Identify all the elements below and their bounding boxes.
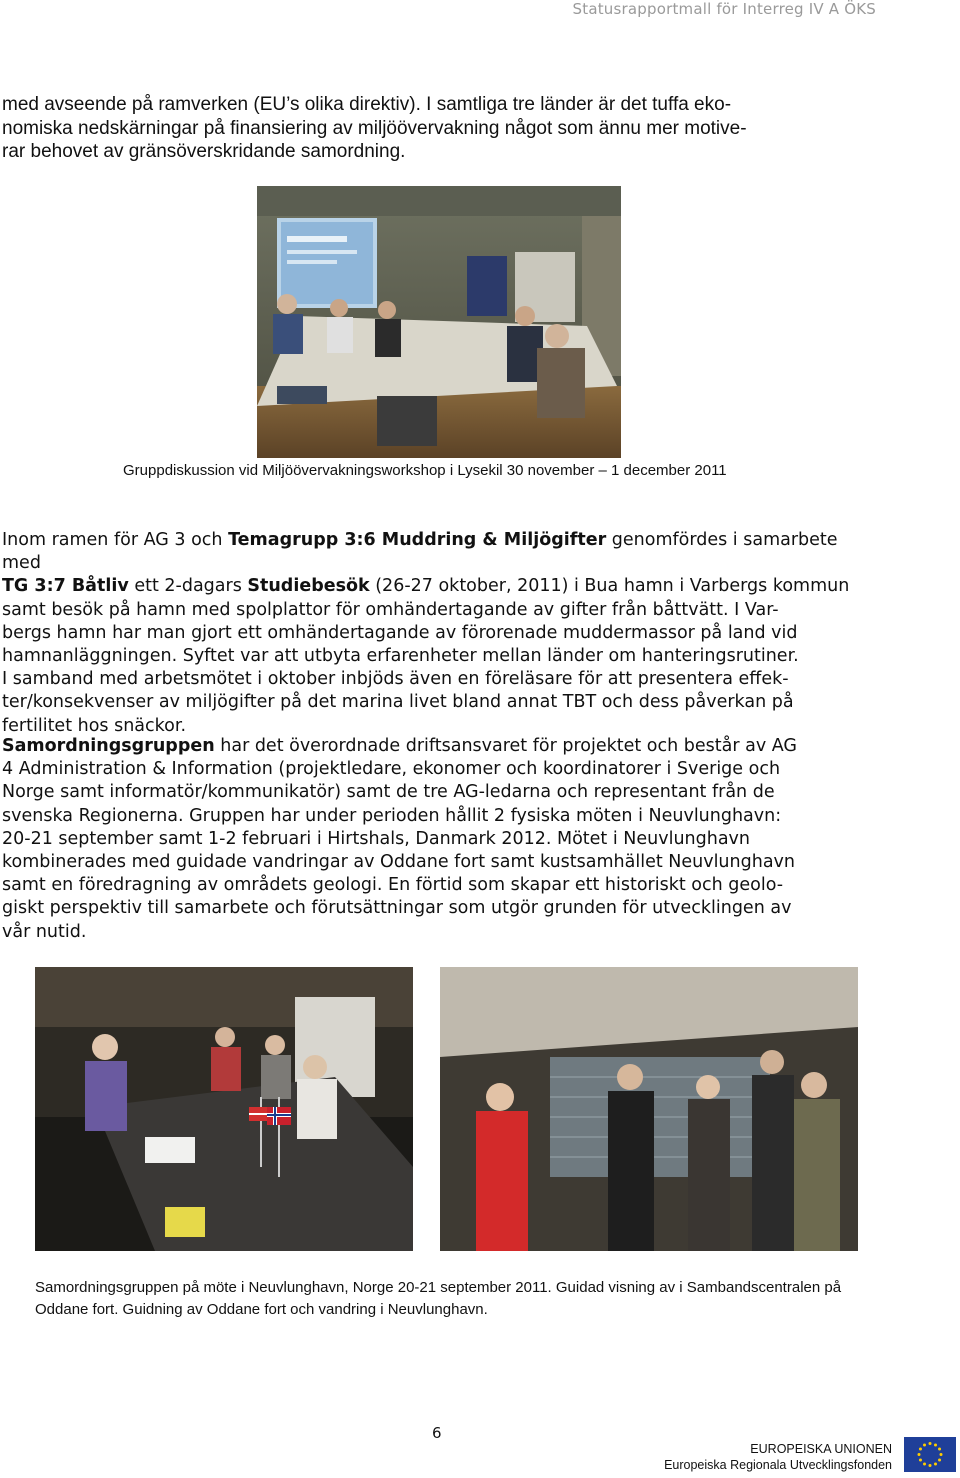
paragraph-line: Norge samt informatör/kommunikatör) samt de tre AG-ledarna och representant från de xyxy=(2,782,775,803)
paragraph-line: ter/konsekvenser av miljögifter på det marina livet bland annat TBT och dess påverkan på xyxy=(2,692,794,713)
paragraph-line: samt en föredragning av områdets geologi. En förtid som skapar ett historiskt och geolo- xyxy=(2,875,784,896)
eu-star-icon xyxy=(919,1448,922,1451)
paragraph-line: kombinerades med guidade vandringar av Oddane fort samt kustsamhället Neuvlunghavn xyxy=(2,852,795,873)
meeting-photos-caption xyxy=(35,1277,935,1321)
eu-union-label: EUROPEISKA UNIONEN xyxy=(750,1442,892,1456)
meeting-photo xyxy=(35,967,413,1251)
bold-term: Studiebesök xyxy=(247,576,370,597)
intro-line: rar behovet av gränsöverskridande samordning. xyxy=(2,141,406,162)
bold-term: Samordningsgruppen xyxy=(2,736,215,756)
caption-line: Samordningsgruppen på möte i Neuvlunghavn, Norge 20-21 september 2011. Guidad visning av i Sambandscentralen på xyxy=(35,1279,842,1296)
coordination-group-paragraph xyxy=(2,735,870,944)
bold-term: TG 3:7 Båtliv xyxy=(2,576,129,597)
paragraph-line: hamnanläggningen. Syftet var att utbyta erfarenheter mellan länder om hanteringsrutiner. xyxy=(2,646,799,667)
document-header-title: Statusrapportmall för Interreg IV A ÖKS xyxy=(572,0,876,18)
eu-star-icon xyxy=(938,1448,941,1451)
intro-line: med avseende på ramverken (EU’s olika direktiv). I samtliga tre länder är det tuffa eko- xyxy=(2,94,732,115)
bold-term: Temagrupp 3:6 Muddring & Miljögifter xyxy=(228,530,607,550)
eu-star-icon xyxy=(918,1453,921,1456)
paragraph-line: vår nutid. xyxy=(2,921,87,942)
intro-line: nomiska nedskärningar på finansiering av miljöövervakning något som ännu mer motive- xyxy=(2,117,747,139)
eu-star-icon xyxy=(919,1459,922,1462)
intro-paragraph xyxy=(2,93,870,164)
eu-flag-icon xyxy=(904,1437,956,1472)
eu-fund-label: Europeiska Regionala Utvecklingsfonden xyxy=(664,1457,892,1472)
paragraph-line: 4 Administration & Information (projektledare, ekonomer och koordinatorer i Sverige och xyxy=(2,759,781,780)
paragraph-line: bergs hamn har man gjort ett omhändertagande av förorenade muddermassor på land vid xyxy=(2,622,798,643)
eu-star-icon xyxy=(923,1443,926,1446)
eu-star-icon xyxy=(923,1463,926,1466)
workshop-photo-caption: Gruppdiskussion vid Miljöövervakningsworkshop i Lysekil 30 november – 1 december 2011 xyxy=(123,462,727,479)
text-run: (26-27 oktober, 2011) i Bua hamn i Varbergs kommun xyxy=(369,576,850,597)
study-visit-paragraph xyxy=(2,529,870,738)
workshop-photo xyxy=(257,186,621,458)
paragraph-line: I samband med arbetsmötet i oktober inbjöds även en föreläsare för att presentera effek- xyxy=(2,669,789,690)
paragraph-line: 20-21 september samt 1-2 februari i Hirtshals, Danmark 2012. Mötet i Neuvlunghavn xyxy=(2,828,750,849)
eu-star-icon xyxy=(940,1453,943,1456)
paragraph-line: fertilitet hos snäckor. xyxy=(2,715,187,736)
text-run: Inom ramen för AG 3 och xyxy=(2,530,229,550)
text-run: har det överordnade driftsansvaret för projektet och består av AG xyxy=(214,736,797,756)
eu-star-icon xyxy=(929,1442,932,1445)
eu-star-icon xyxy=(929,1464,932,1467)
eu-star-icon xyxy=(934,1463,937,1466)
paragraph-line: samt besök på hamn med spolplattor för omhändertagande av gifter från båttvätt. I Var- xyxy=(2,599,779,620)
guided-tour-photo xyxy=(440,967,858,1251)
caption-line: Oddane fort. Guidning av Oddane fort och vandring i Neuvlunghavn. xyxy=(35,1301,488,1318)
eu-funding-label xyxy=(664,1442,892,1473)
eu-star-icon xyxy=(938,1459,941,1462)
text-run: genomfördes i samarbete med xyxy=(2,530,838,574)
paragraph-line: giskt perspektiv till samarbete och förutsättningar som utgör grunden för utvecklingen av xyxy=(2,898,792,919)
text-run: ett 2-dagars xyxy=(128,576,248,597)
eu-star-icon xyxy=(934,1443,937,1446)
page-number: 6 xyxy=(432,1424,442,1442)
paragraph-line: svenska Regionerna. Gruppen har under perioden hållit 2 fysiska möten i Neuvlunghavn: xyxy=(2,805,782,826)
